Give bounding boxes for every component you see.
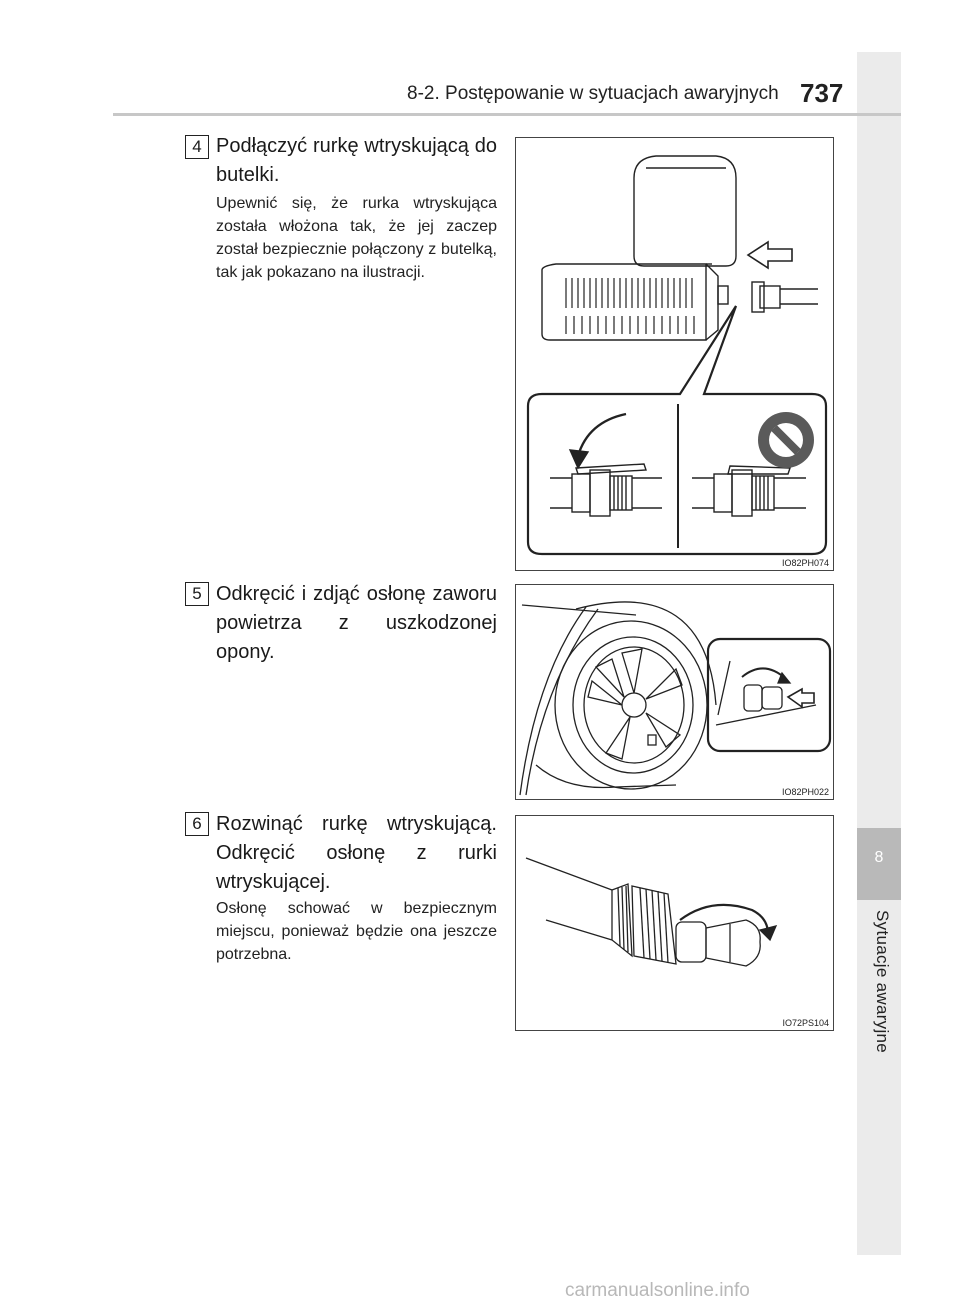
chapter-number: 8 xyxy=(857,828,901,900)
watermark: carmanualsonline.info xyxy=(565,1280,750,1301)
figure-code: IO82PH022 xyxy=(781,787,829,797)
chapter-side-tab xyxy=(857,52,901,1255)
figure-code: IO82PH074 xyxy=(781,558,829,568)
figure-bottle-connection xyxy=(515,137,834,571)
step-number-4: 4 xyxy=(185,135,209,159)
tube-cap-illustration xyxy=(516,816,835,1032)
bottle-connection-illustration xyxy=(516,138,835,572)
section-title: 8-2. Postępowanie w sytuacjach awaryjnych xyxy=(407,83,779,104)
figure-tube-cap xyxy=(515,815,834,1031)
header-divider xyxy=(113,113,901,116)
step-number-5: 5 xyxy=(185,582,209,606)
page-number: 737 xyxy=(800,78,844,108)
figure-code: IO72PS104 xyxy=(782,1018,829,1028)
step-6-note: Osłonę schować w bezpiecznym miejscu, ponieważ będzie ona jeszcze potrzebna. xyxy=(216,900,497,963)
step-4-note: Upewnić się, że rurka wtryskująca została włożona tak, że jej zaczep został bezpiecznie połączony z butelką, tak jak pokazano na ilustracji. xyxy=(216,195,497,281)
chapter-label: Sytuacje awaryjne xyxy=(873,910,892,1054)
step-5-title: Odkręcić i zdjąć osłonę zaworu powietrza z uszkodzonej opony. xyxy=(216,583,497,663)
valve-cap-illustration xyxy=(516,585,835,801)
figure-valve-cap xyxy=(515,584,834,800)
step-number-6: 6 xyxy=(185,812,209,836)
step-4-title: Podłączyć rurkę wtryskującą do butelki. xyxy=(216,135,497,186)
step-6-title: Rozwinąć rurkę wtryskującą. Odkręcić osłonę z rurki wtryskującej. xyxy=(216,813,497,893)
